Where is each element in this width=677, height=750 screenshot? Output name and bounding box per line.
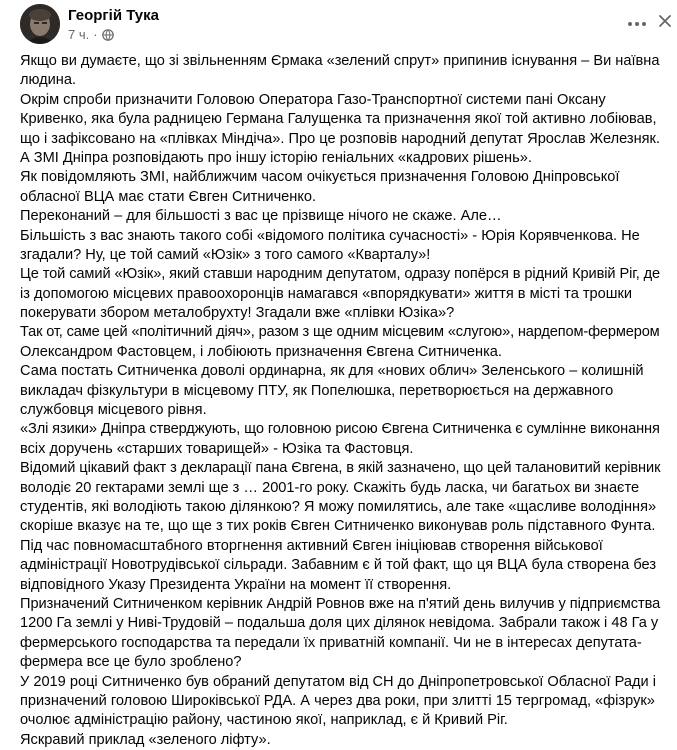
post-text-line: «Злі язики» Дніпра стверджують, що головною рисою Євгена Ситниченка є сумлінне виконання <box>20 421 660 438</box>
post-text-line: Так от, саме цей «політичний діяч», разом з ще одним місцевим «слугою», нардепом-фермером <box>20 324 660 341</box>
post-text-line: покерувати збором металобрухту! Згадали вже «плівки Юзіка»? <box>20 305 455 322</box>
close-icon <box>658 14 672 33</box>
post-text-line: Переконаний – для більшості з вас це прізвище нічого не скаже. Але… <box>20 208 502 225</box>
post-text-line: скоріше вказує на те, що ще з тих років Євген Ситниченко виконував роль підставного Фунта. <box>20 518 656 535</box>
post-text-line: А ЗМІ Дніпра розповідають про іншу історію геніальних «кадрових рішень». <box>20 149 532 166</box>
post-time[interactable]: 7 ч. <box>68 27 90 42</box>
post-meta <box>68 27 114 43</box>
post-text-line: володіє 20 гектарами землі ще з … 2001-го року. Скажіть будь ласка, чи багатьох ви знаєте <box>20 479 640 496</box>
post-text-line: Це той самий «Юзік», який ставши народним депутатом, одразу попёрся в рідний Кривій Ріг, де <box>20 266 661 283</box>
post-text-line: очолює адміністрацію району, частиною якої, наприклад, є й Кривий Ріг. <box>20 712 508 729</box>
post-text-line: обласної ВЦА має стати Євген Ситниченко. <box>20 188 317 205</box>
post-text-line: 1200 Га землі у Ниві-Трудовій – подальша доля цих ділянок невідома. Забрали також і 48 Га у <box>20 615 659 632</box>
post-text-line: викладач фізкультури в місцевому ПТУ, як Попелюшка, перетворюється на державного <box>20 382 614 399</box>
post-text-line: фермера все це було зроблено? <box>20 654 242 671</box>
post-text-line: Якщо ви думаєте, що зі звільненням Єрмака «зелений спрут» припинив існування – Ви наївна <box>20 53 660 69</box>
meta-separator: · <box>93 27 98 42</box>
post-text-line: відповідного Указу Президента України на момент її створення. <box>20 576 452 593</box>
post-text-line: Під час повномасштабного вторгнення активний Євген ініціював створення військової <box>20 537 603 554</box>
post-text-line: Окрім спроби призначити Головою Оператора Газо-Транспортної системи пані Оксану <box>20 91 606 108</box>
more-horizontal-icon <box>627 14 647 32</box>
post-text-line: Яскравий приклад «зеленого ліфту». <box>20 731 271 748</box>
post-text-line: Відомий цікавий факт з декларації пана Євгена, в якій зазначено, що цей талановитий керівник <box>20 460 661 477</box>
post-text-line: студентів, які володіють такою ділянкою? Я можу помилятись, але таке «щасливе володіння» <box>20 498 657 515</box>
post-header <box>0 0 677 48</box>
more-options-button[interactable] <box>624 10 650 36</box>
author-name[interactable]: Георгій Тука <box>68 7 159 24</box>
post-text-line: Кривенко, яка була радницею Германа Галущенка та призначення якої той активно лобіював, <box>20 111 657 128</box>
post-text-line: фермерського господарства та передали їх приватній компанії. Чи не в інтересах депутата- <box>20 634 642 651</box>
post-text-line: Більшість з вас знають такого собі «відомого політика сучасності» - Юрія Корявченкова. Не <box>20 227 640 244</box>
post-text-line: із допомогою місцевих правоохоронців намагався «впорядкувати» життя в місті та трошки <box>20 285 633 302</box>
post-text-line: Призначений Ситниченком керівник Андрій Ровнов вже на п'ятий день вилучив у підприємства <box>20 595 661 612</box>
author-avatar[interactable] <box>20 4 60 44</box>
post-text-line: У 2019 році Ситниченко був обраний депутатом від СН до Дніпропетровської Обласної Ради і <box>20 673 656 690</box>
post-text-line: всіх доручень «старших товарищей» - Юзіка та Фастовця. <box>20 440 414 457</box>
post-text-line: службовця місцевого рівня. <box>20 402 207 419</box>
post-text-line: призначений головою Широківської РДА. А через два роки, при злитті 15 тергромад, «фізрук» <box>20 692 655 709</box>
post-text-line: Олександром Фастовцем, і лобіюють призначення Євгена Ситниченка. <box>20 343 502 360</box>
close-button[interactable] <box>654 10 676 36</box>
post-text-line: Як повідомляють ЗМІ, найближчим часом очікується призначення Головою Дніпровської <box>20 169 620 186</box>
post-text-line: людина. <box>20 72 77 89</box>
post-text-line: адміністрації Новотрудівської сільради. Забавним є й той факт, що ця ВЦА була створена без <box>20 557 657 574</box>
globe-icon <box>102 29 114 41</box>
post-text-line: Сама постать Ситниченка доволі ординарна, як для «нових облич» Зеленського – колишній <box>20 363 644 380</box>
post-body <box>20 52 660 750</box>
post-text-line: що і зафіксовано на «плівках Міндіча». Про це розповів народний депутат Ярослав Железняк. <box>20 130 660 147</box>
post-text-line: згадали? Ну, це той самий «Юзік» з того самого «Кварталу»! <box>20 246 431 263</box>
